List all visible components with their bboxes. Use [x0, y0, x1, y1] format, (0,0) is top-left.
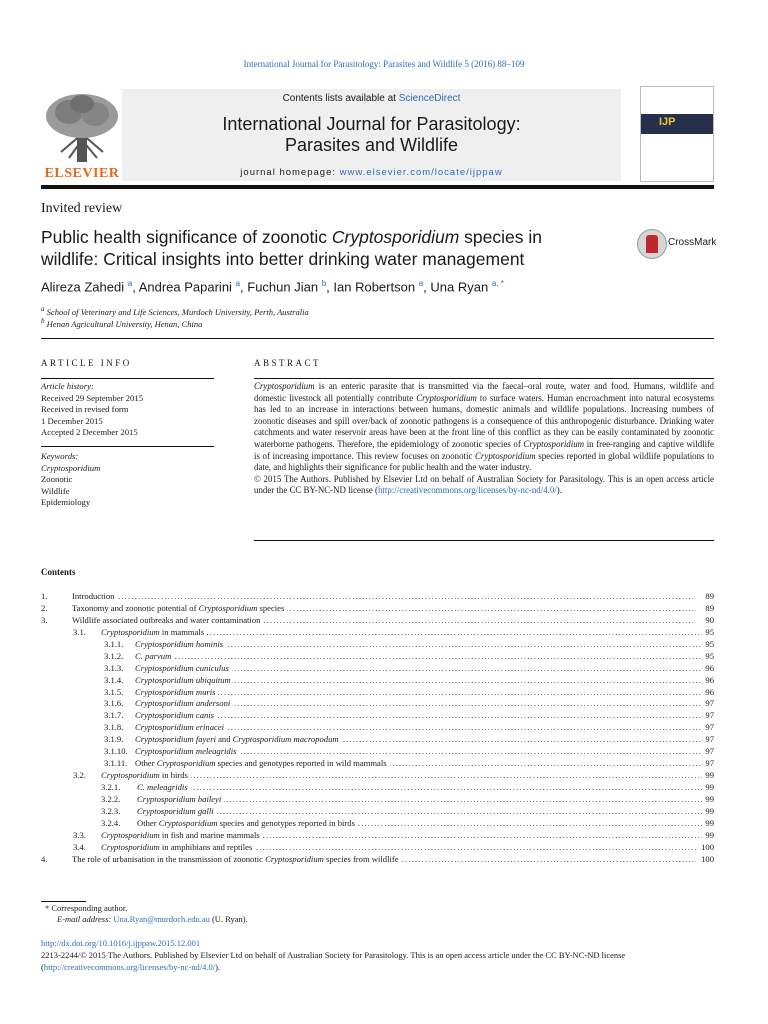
toc-number: 3.2.4.	[101, 817, 121, 828]
toc-label	[135, 638, 226, 650]
crossmark-label: CrossMark	[668, 237, 717, 248]
toc-entry[interactable]	[41, 697, 714, 709]
history-label: Article history:	[41, 381, 94, 391]
toc-page-number: 97	[702, 709, 714, 721]
author-name: Una Ryan	[430, 279, 489, 295]
toc-label	[101, 829, 263, 841]
toc-number: 3.2.3.	[101, 805, 121, 816]
toc-label-part: Cryptosporidium	[101, 841, 160, 852]
toc-number: 3.	[41, 614, 48, 625]
toc-number: 3.1.1.	[104, 638, 124, 649]
toc-entry[interactable]	[41, 721, 714, 733]
license-link[interactable]: http://creativecommons.org/licenses/by-nc-nd/4.0/	[43, 961, 216, 972]
footnote-text: Corresponding author.	[51, 903, 128, 913]
toc-label	[135, 709, 217, 721]
toc-number: 1.	[41, 591, 48, 601]
author-affil-mark[interactable]: a, *	[491, 279, 504, 288]
keyword: Cryptosporidium	[41, 462, 101, 473]
toc-label	[101, 626, 207, 638]
toc-label-part: C. parvum	[135, 650, 172, 661]
affiliation-mark: b	[41, 317, 45, 325]
toc-page-number: 95	[702, 650, 714, 662]
abstract-genus: Cryptosporidium	[475, 450, 536, 461]
toc-label	[72, 590, 117, 602]
abstract-copyright: © 2015 The Authors. Published by Elsevier Ltd on behalf of Australian Society for Parasitology. This is an open access article under the CC BY-NC-ND license (	[254, 473, 714, 496]
toc-entry[interactable]	[41, 709, 714, 721]
toc-label	[135, 733, 342, 745]
toc-entry[interactable]	[41, 745, 714, 757]
history-line: Received in revised form	[41, 404, 129, 415]
toc-page-number: 99	[702, 805, 714, 817]
toc-page-number: 97	[702, 757, 714, 769]
toc-label-part: Cryptosporidium muris	[135, 686, 216, 697]
toc-number: 3.2.2.	[101, 793, 121, 804]
toc-page-number: 96	[702, 674, 714, 686]
toc-label-part: in fish and marine mammals	[159, 829, 260, 840]
toc-label-part: Cryptosporidium	[156, 758, 216, 769]
toc-label-part: Cryptosporidium galli	[137, 805, 214, 816]
keyword: Wildlife	[41, 485, 70, 496]
affiliation-text: School of Veterinary and Life Sciences, Murdoch University, Perth, Australia	[46, 306, 309, 317]
toc-page-number: 99	[702, 781, 714, 793]
tree-icon	[41, 92, 123, 164]
toc-entry[interactable]	[41, 829, 714, 841]
author-name: Alireza Zahedi	[41, 279, 125, 295]
toc-number: 4.	[41, 853, 48, 864]
toc-entry[interactable]	[41, 638, 714, 650]
doi-link[interactable]: http://dx.doi.org/10.1016/j.ijppaw.2015.12.001	[41, 938, 201, 948]
toc-number: 3.1.4.	[104, 674, 124, 685]
footnote-star: *	[45, 903, 50, 913]
toc-label	[135, 686, 218, 698]
toc-label-part: Cryptosporidium canis	[135, 710, 215, 721]
toc-entry[interactable]	[41, 793, 714, 805]
toc-label-part: and	[215, 734, 233, 745]
toc-label-part: Cryptosporidium	[158, 817, 218, 828]
toc-label-part: in birds	[159, 770, 188, 781]
toc-number: 3.1.6.	[104, 698, 124, 709]
toc-label-part: Taxonomy and zoonotic potential of	[72, 602, 199, 613]
abstract-text: to surface waters. Human encroachment into natural ecosystems has led to an increase in interactions between humans, domestic animals and wildlife populations. Increasing numbers of zoonotic diseases and spill over/back of zoonotic pathogens is a consequence of this anthropogenic disturbance. Drinking water catchments and water reservoir areas have been at the front line of this conflict as they can be easily contaminated by zoonotic waterborne pathogens. Therefore, the epidemiology of zoonotic species of	[254, 392, 714, 449]
toc-number: 3.1.10.	[104, 746, 128, 757]
toc-number: 3.1.9.	[104, 734, 124, 745]
toc-page-number: 99	[702, 829, 714, 841]
keywords-label: Keywords:	[41, 451, 79, 461]
toc-label-part: Other	[137, 817, 159, 828]
table-of-contents	[41, 590, 714, 865]
contents-available	[122, 93, 621, 104]
toc-label-part: Cryptosporidium ubiquitum	[135, 674, 231, 685]
toc-label-part: Cryptosporidium baileyi	[137, 793, 222, 804]
toc-entry[interactable]	[41, 805, 714, 817]
affiliation-text: Henan Agricultural University, Henan, China	[46, 318, 203, 329]
toc-number: 3.1.	[73, 626, 86, 637]
title-italic: Cryptosporidium	[331, 227, 460, 247]
cover-label: IJP	[659, 116, 676, 128]
toc-entry[interactable]	[41, 650, 714, 662]
abstract-heading: ABSTRACT	[254, 358, 322, 368]
toc-entry[interactable]	[41, 769, 714, 781]
elsevier-wordmark: ELSEVIER	[44, 166, 120, 181]
toc-number: 3.1.8.	[104, 722, 124, 733]
toc-label-part: Other	[135, 758, 157, 769]
toc-label-part: in amphibians and reptiles	[159, 841, 253, 852]
affiliation-mark: a	[41, 305, 45, 313]
abstract-copyright-end: ).	[556, 485, 562, 496]
toc-label	[135, 662, 232, 674]
keywords	[41, 451, 100, 509]
toc-number: 3.1.11.	[104, 758, 128, 769]
corresponding-author	[45, 903, 127, 913]
author-affil-mark[interactable]: a	[127, 279, 133, 288]
toc-leader-dots	[137, 781, 714, 793]
info-rule	[41, 446, 214, 447]
toc-page-number: 99	[702, 793, 714, 805]
footnote-rule	[41, 901, 86, 902]
toc-label	[135, 697, 233, 709]
toc-label-part: Cryptosporidium	[101, 829, 160, 840]
history-line: 1 December 2015	[41, 415, 103, 426]
toc-label-part: in mammals	[159, 626, 205, 637]
toc-number: 3.4.	[73, 841, 86, 852]
affiliation	[41, 317, 202, 329]
toc-label	[135, 721, 227, 733]
toc-page-number: 89	[702, 590, 714, 602]
toc-entry[interactable]	[41, 662, 714, 674]
toc-label-part: Cryptosporidium	[265, 853, 324, 864]
toc-label	[101, 841, 255, 853]
toc-entry[interactable]	[41, 841, 714, 853]
info-rule	[41, 378, 214, 379]
toc-page-number: 95	[702, 638, 714, 650]
toc-label-part: species and genotypes reported in birds	[217, 817, 355, 828]
homepage-prefix: journal homepage:	[240, 167, 340, 178]
toc-page-number: 96	[702, 662, 714, 674]
toc-label-part: C. meleagridis	[137, 782, 188, 792]
history-line: Received 29 September 2015	[41, 392, 144, 403]
toc-label-part: species and genotypes reported in wild mammals	[215, 758, 387, 769]
toc-page-number: 97	[702, 733, 714, 745]
journal-homepage	[122, 167, 621, 178]
toc-page-number: 97	[702, 721, 714, 733]
toc-leader-dots	[72, 590, 714, 602]
toc-entry[interactable]	[41, 781, 714, 793]
toc-label	[72, 853, 402, 865]
toc-label	[137, 793, 224, 805]
homepage-link[interactable]: www.elsevier.com/locate/ijppaw	[339, 167, 503, 178]
toc-label-part: Cryptosporidium	[101, 626, 160, 637]
toc-number: 3.3.	[73, 829, 86, 840]
toc-entry[interactable]	[41, 674, 714, 686]
license-line	[41, 950, 714, 973]
journal-title-line2: Parasites and Wildlife	[284, 135, 459, 155]
toc-entry[interactable]	[41, 757, 714, 769]
toc-label	[101, 769, 191, 781]
toc-entry[interactable]	[41, 614, 714, 626]
toc-label	[72, 602, 287, 614]
abstract-text: is an enteric parasite that is transmitted via the faecal–oral route, water and food. Humans, wildlife and domestic livestock all potentially contribute	[254, 381, 714, 403]
toc-number: 3.1.2.	[104, 650, 124, 661]
contents-heading: Contents	[41, 567, 76, 577]
toc-entry[interactable]	[41, 817, 714, 829]
journal-citation: International Journal for Parasitology: Parasites and Wildlife 5 (2016) 88–109	[243, 59, 525, 69]
cover-band	[641, 114, 713, 134]
article-info-heading: ARTICLE INFO	[41, 358, 132, 368]
journal-header	[122, 89, 621, 181]
toc-label	[137, 805, 217, 817]
author-affil-mark[interactable]: a	[235, 279, 241, 288]
title-part2: species in wildlife: Critical insights into better drinking water management	[41, 227, 542, 269]
author-name: Andrea Paparini	[138, 279, 232, 295]
abstract-text: species reported in global wildlife populations to date, and highlights their significance for public health and the water industry.	[254, 450, 714, 473]
toc-page-number: 100	[698, 853, 714, 865]
article-type: Invited review	[41, 201, 123, 216]
toc-label-part: Cryptosporidium erinacei	[135, 722, 225, 733]
doi-line	[41, 938, 714, 950]
toc-label	[137, 817, 358, 829]
toc-leader-dots	[135, 686, 714, 698]
keyword: Epidemiology	[41, 497, 91, 508]
toc-entry[interactable]	[41, 602, 714, 614]
toc-label-part: Cryptosporidium	[101, 770, 160, 781]
abstract-text: in free-ranging and captive wildlife is of increasing importance. This review focuses on zoonotic	[254, 438, 714, 461]
toc-label-part: Cryptosporidium cuniculus	[135, 662, 229, 673]
toc-entry[interactable]	[41, 853, 714, 865]
email-line	[57, 914, 248, 924]
author-affil-mark[interactable]: a	[418, 279, 424, 288]
abstract-genus: Cryptosporidium	[254, 381, 315, 391]
author-affil-mark[interactable]: b	[321, 279, 327, 288]
affiliation	[41, 305, 309, 317]
toc-leader-dots	[137, 805, 714, 817]
toc-page-number: 99	[702, 817, 714, 829]
article-history	[41, 381, 143, 439]
toc-page-number: 97	[702, 745, 714, 757]
toc-page-number: 96	[702, 686, 714, 698]
toc-label-part: The role of urbanisation in the transmission of zoonotic	[72, 853, 266, 864]
toc-label-part: Cryptosporidium hominis	[135, 638, 224, 649]
toc-entry[interactable]	[41, 733, 714, 745]
title-part1: Public health significance of zoonotic	[41, 227, 332, 247]
toc-number: 3.2.	[73, 770, 86, 781]
toc-label	[72, 614, 263, 626]
email-link[interactable]: Una.Ryan@murdoch.edu.au	[113, 914, 210, 924]
section-rule	[41, 338, 714, 339]
toc-label-part: Introduction	[72, 591, 115, 601]
abstract-genus: Cryptosporidium	[523, 438, 585, 449]
toc-leader-dots	[135, 709, 714, 721]
abstract-rule-bottom	[254, 540, 714, 541]
toc-number: 3.1.3.	[104, 662, 124, 673]
toc-label-part: Cryptosporidium fayeri	[135, 734, 216, 745]
toc-page-number: 95	[702, 626, 714, 638]
author-name: Ian Robertson	[333, 279, 416, 295]
toc-label-part: species from wildlife	[323, 853, 399, 864]
toc-leader-dots	[135, 650, 714, 662]
toc-number: 2.	[41, 602, 48, 613]
toc-entry[interactable]	[41, 626, 714, 638]
toc-page-number: 89	[702, 602, 714, 614]
toc-page-number: 100	[698, 841, 714, 853]
toc-leader-dots	[101, 769, 714, 781]
header-rule	[41, 185, 714, 189]
toc-label	[135, 650, 174, 662]
crossmark-icon	[637, 229, 667, 259]
abstract-rule	[254, 378, 714, 379]
email-suffix: (U. Ryan).	[209, 914, 248, 924]
toc-entry[interactable]	[41, 590, 714, 602]
toc-label-part: Wildlife associated outbreaks and water contamination	[72, 614, 261, 625]
license-link[interactable]: http://creativecommons.org/licenses/by-nc-nd/4.0/	[377, 485, 557, 496]
sciencedirect-link[interactable]: ScienceDirect	[398, 93, 461, 104]
contents-prefix: Contents lists available at	[282, 93, 399, 104]
crossmark-badge[interactable]	[637, 229, 717, 259]
toc-page-number: 90	[702, 614, 714, 626]
toc-label	[135, 745, 239, 757]
toc-page-number: 99	[702, 769, 714, 781]
toc-label-part: Cryptosporidium andersoni	[135, 698, 231, 709]
toc-number: 3.1.5.	[104, 686, 124, 697]
abstract-genus: Cryptosporidium	[416, 392, 477, 403]
toc-number: 3.2.1.	[101, 782, 121, 792]
toc-label	[137, 781, 191, 793]
toc-number: 3.1.7.	[104, 710, 124, 721]
elsevier-logo	[41, 92, 123, 182]
journal-title-line1: International Journal for Parasitology:	[222, 114, 521, 134]
abstract-body	[254, 381, 714, 497]
author-list: Alireza Zahedi $^a$, Andrea Paparini $^a$, Fuchun Jian $^b$, Ian Robertson $^a$, Una Ryan $^{a, *}$	[41, 279, 504, 295]
license-end: ).	[215, 961, 221, 972]
journal-cover	[640, 86, 714, 182]
toc-label-part: Cryptosporidium macropodum	[232, 734, 339, 745]
history-line: Accepted 2 December 2015	[41, 427, 138, 438]
author-name: Fuchun Jian	[247, 279, 319, 295]
toc-label	[135, 757, 390, 769]
keyword: Zoonotic	[41, 474, 73, 485]
toc-label-part: species	[257, 602, 285, 613]
toc-label-part: Cryptosporidium meleagridis	[135, 746, 237, 757]
license-text: 2213-2244/© 2015 The Authors. Published by Elsevier Ltd on behalf of Australian Society for Parasitology. This is an open access article under the CC BY-NC-ND license (	[41, 950, 626, 972]
toc-label	[135, 674, 234, 686]
journal-title	[122, 114, 621, 156]
toc-page-number: 97	[702, 697, 714, 709]
toc-entry[interactable]	[41, 686, 714, 698]
email-label: E-mail address:	[57, 914, 112, 924]
article-title	[41, 226, 601, 270]
toc-label-part: Cryptosporidium	[198, 602, 258, 613]
